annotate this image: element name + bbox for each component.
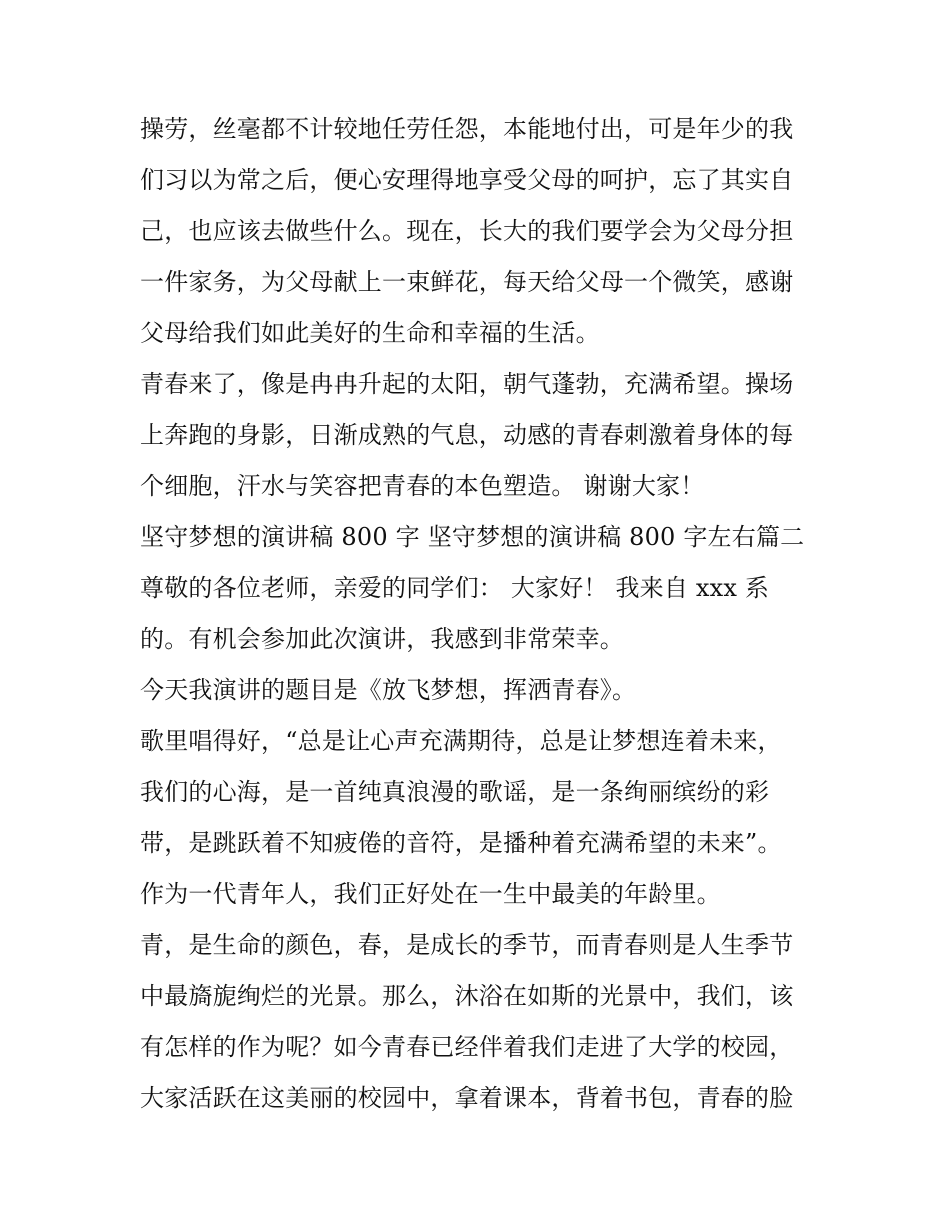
text-line: 歌里唱得好，“总是让心声充满期待，总是让梦想连着未来， — [140, 727, 782, 755]
text-line: 我们的心海，是一首纯真浪漫的歌谣，是一条绚丽缤纷的彩 — [140, 778, 770, 806]
text-line: 上奔跑的身影，日渐成熟的气息，动感的青春刺激着身体的每 — [140, 421, 794, 449]
text-line: 青，是生命的颜色，春，是成长的季节，而青春则是人生季节 — [140, 931, 794, 959]
text-line: 中最旖旎绚烂的光景。那么，沐浴在如斯的光景中，我们，该 — [140, 982, 794, 1010]
text-line: 己，也应该去做些什么。现在，长大的我们要学会为父母分担 — [140, 217, 794, 245]
text-line: 大家活跃在这美丽的校园中，拿着课本，背着书包，青春的脸 — [140, 1084, 794, 1112]
text-line: 有怎样的作为呢？如今青春已经伴着我们走进了大学的校园， — [140, 1033, 794, 1061]
text-line: 作为一代青年人，我们正好处在一生中最美的年龄里。 — [140, 880, 721, 908]
text-line: 父母给我们如此美好的生命和幸福的生活。 — [140, 319, 600, 347]
text-line: 今天我演讲的题目是《放飞梦想，挥洒青春》。 — [140, 676, 637, 704]
text-line: 尊敬的各位老师，亲爱的同学们： 大家好！ 我来自 xxx 系 — [140, 574, 770, 602]
document-page — [140, 104, 820, 1124]
text-line: 带，是跳跃着不知疲倦的音符，是播种着充满希望的未来”。 — [140, 829, 782, 857]
text-line: 青春来了，像是冉冉升起的太阳，朝气蓬勃，充满希望。操场 — [140, 370, 794, 398]
section-heading: 坚守梦想的演讲稿 800 字 坚守梦想的演讲稿 800 字左右篇二 — [140, 523, 805, 551]
text-line: 的。有机会参加此次演讲，我感到非常荣幸。 — [140, 625, 624, 653]
text-line: 个细胞，汗水与笑容把青春的本色塑造。 谢谢大家！ — [140, 472, 705, 500]
text-line: 一件家务，为父母献上一束鲜花，每天给父母一个微笑，感谢 — [140, 268, 794, 296]
text-line: 操劳，丝毫都不计较地任劳任怨，本能地付出，可是年少的我 — [140, 115, 794, 143]
text-line: 们习以为常之后，便心安理得地享受父母的呵护，忘了其实自 — [140, 166, 794, 194]
